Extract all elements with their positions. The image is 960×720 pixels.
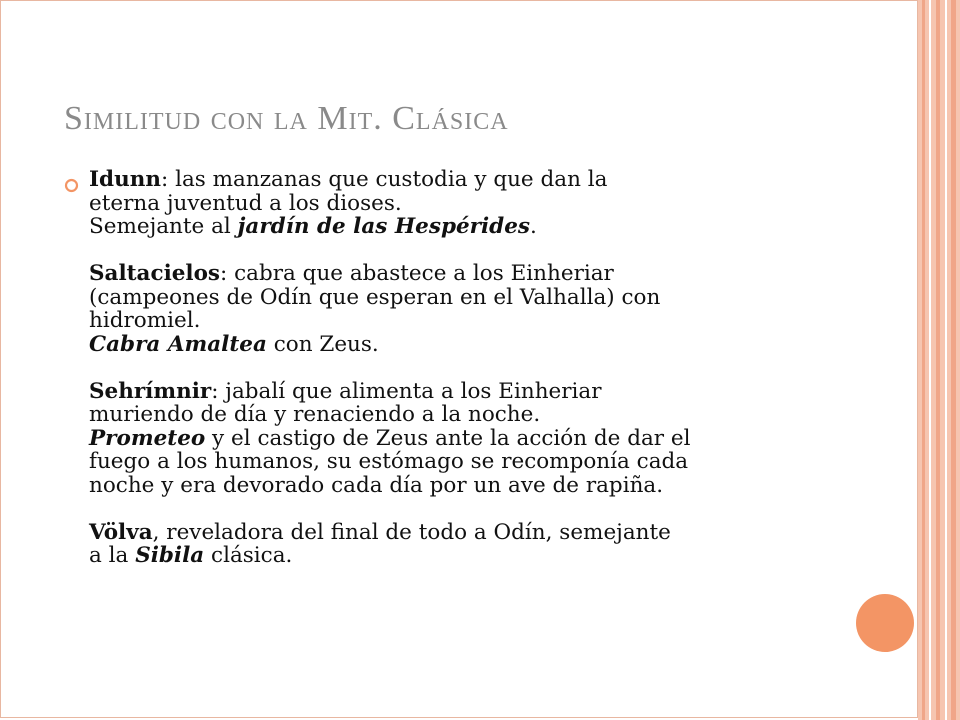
stripe bbox=[929, 0, 931, 720]
entry-name: Saltacielos bbox=[89, 261, 221, 286]
stripe bbox=[922, 0, 925, 720]
entry-line: fuego a los humanos, su estómago se recomponía cada bbox=[89, 449, 689, 474]
stripe bbox=[936, 0, 940, 720]
entry-volva bbox=[89, 521, 879, 568]
entry-text: jabalí que alimenta a los Einheriar bbox=[218, 378, 602, 404]
entry-line: eterna juventud a los dioses. bbox=[89, 190, 402, 216]
stripe bbox=[951, 0, 956, 720]
entry-line bbox=[89, 262, 879, 286]
entry-text: cabra que abastece a los Einheriar bbox=[227, 261, 614, 286]
entry-line bbox=[89, 168, 879, 192]
entry-text: con Zeus. bbox=[266, 331, 379, 357]
entry-sehrimnir bbox=[89, 380, 879, 498]
comparison-term: Sibila bbox=[135, 543, 205, 568]
comparison-term: jardín de las Hespérides bbox=[237, 214, 530, 239]
entry-text: , reveladora del final de todo a Odín, semejante bbox=[152, 519, 671, 545]
slide-title: Similitud con la Mit. Clásica bbox=[64, 100, 509, 137]
decorative-circle bbox=[856, 594, 914, 652]
comparison-term: Cabra Amaltea bbox=[89, 331, 267, 357]
entry-name: Sehrímnir bbox=[89, 378, 212, 404]
stripe bbox=[945, 0, 947, 720]
entry-text: y el castigo de Zeus ante la acción de dar el bbox=[205, 425, 691, 451]
entry-line bbox=[89, 521, 879, 545]
entry-line bbox=[89, 215, 879, 239]
entry-idunn bbox=[89, 168, 879, 239]
entry-line bbox=[89, 427, 879, 451]
entry-line bbox=[89, 544, 879, 568]
entry-line: hidromiel. bbox=[89, 308, 201, 333]
colon: : bbox=[161, 167, 169, 192]
colon: : bbox=[211, 378, 219, 404]
bullet-content bbox=[89, 168, 879, 591]
decorative-stripe-band bbox=[918, 0, 960, 720]
entry-line bbox=[89, 380, 879, 404]
colon: : bbox=[220, 261, 228, 286]
entry-text: a la bbox=[89, 543, 136, 568]
entry-line: noche y era devorado cada día por un ave de rapiña. bbox=[89, 472, 664, 498]
entry-name: Idunn bbox=[89, 167, 161, 192]
entry-text: las manzanas que custodia y que dan la bbox=[168, 167, 608, 192]
entry-saltacielos bbox=[89, 262, 879, 356]
entry-line bbox=[89, 333, 879, 357]
entry-name: Völva bbox=[89, 519, 153, 545]
entry-line: muriendo de día y renaciendo a la noche. bbox=[89, 402, 541, 427]
comparison-term: Prometeo bbox=[89, 425, 206, 451]
circle-outline-bullet-icon bbox=[64, 178, 79, 193]
entry-line: (campeones de Odín que esperan en el Valhalla) con bbox=[89, 284, 661, 310]
entry-text: . bbox=[530, 214, 537, 239]
entry-text: clásica. bbox=[204, 543, 293, 568]
entry-text: Semejante al bbox=[89, 214, 238, 239]
